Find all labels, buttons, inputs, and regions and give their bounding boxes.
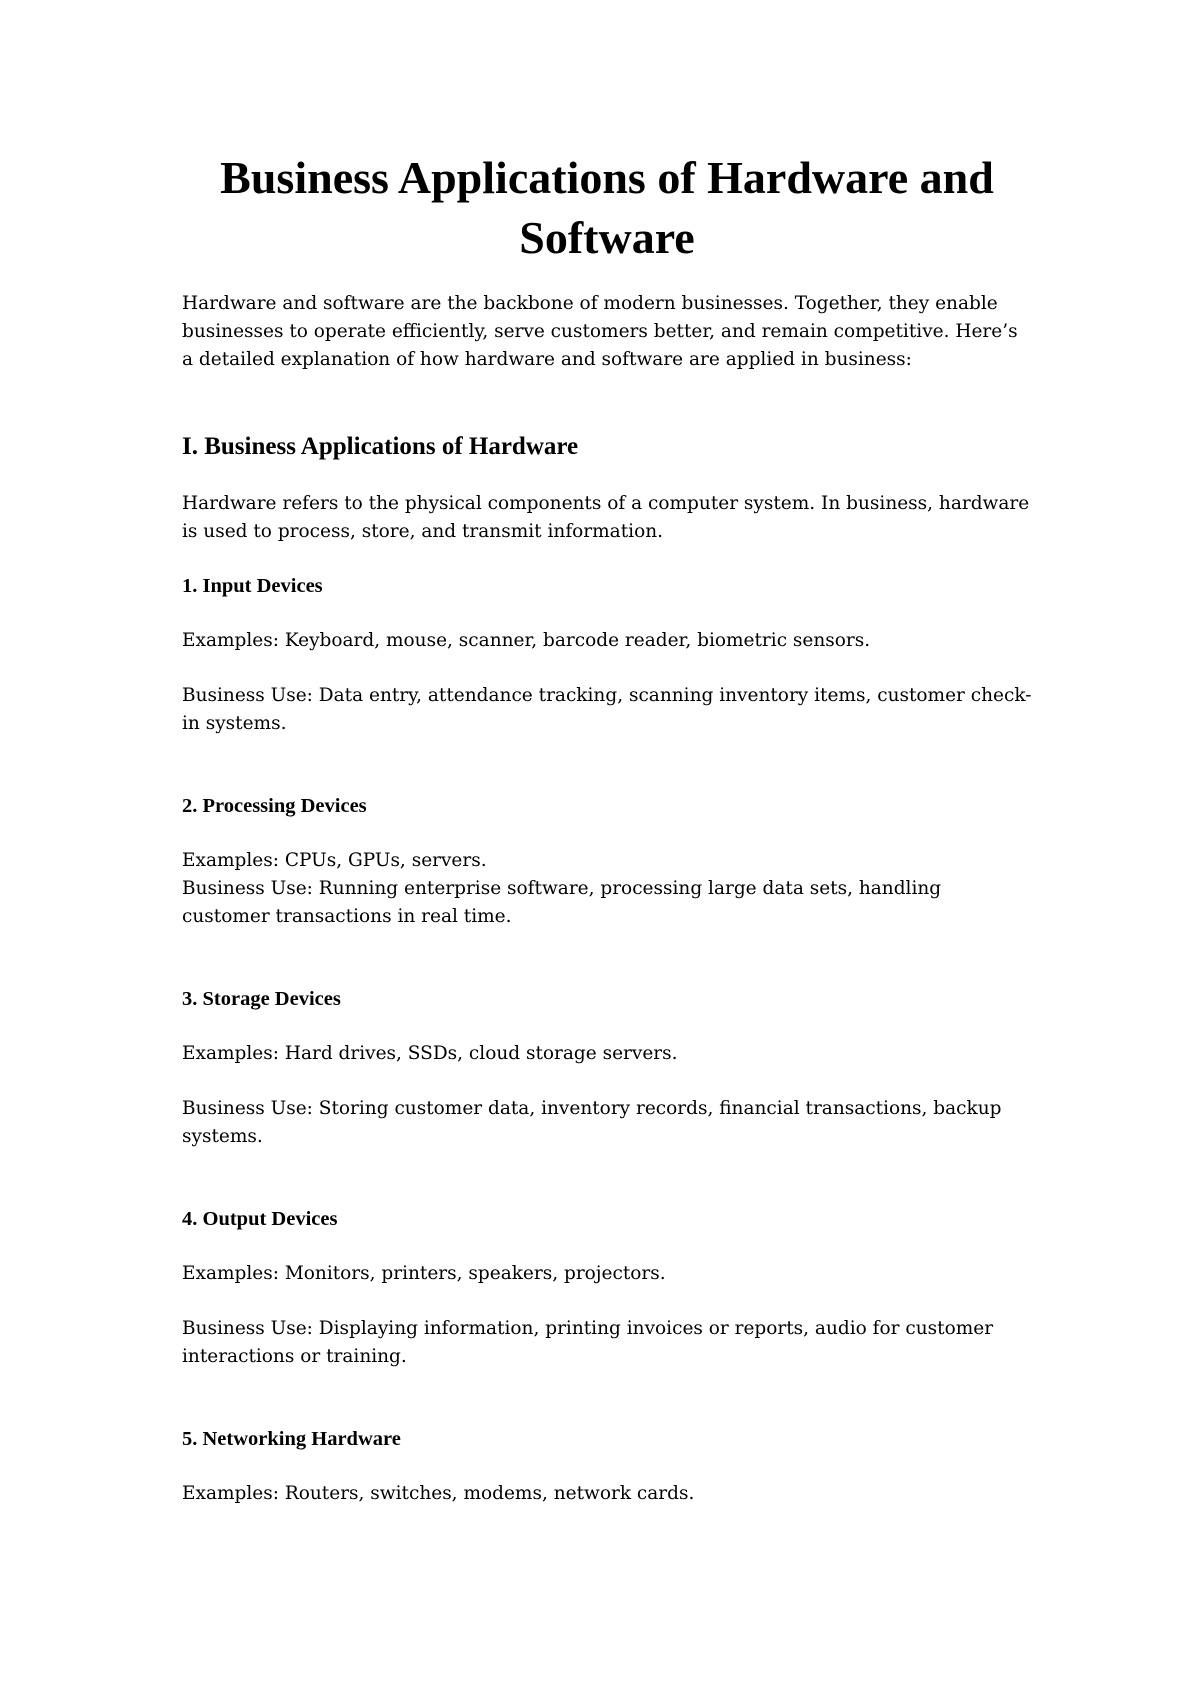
intro-paragraph: Hardware and software are the backbone of modern businesses. Together, they enable businesses to operate efficiently, serve customers better, and remain competitive. Here’s a detailed explanation of how hardware and software are applied in business:	[182, 293, 1018, 370]
business-use-storage-devices: Business Use: Storing customer data, inventory records, financial transactions, backup systems.	[182, 1098, 1002, 1147]
section-intro-hardware: Hardware refers to the physical components of a computer system. In business, hardware is used to process, store, and transmit information.	[182, 493, 1030, 542]
examples-input-devices: Examples: Keyboard, mouse, scanner, barcode reader, biometric sensors.	[182, 630, 871, 651]
examples-processing-devices: Examples: CPUs, GPUs, servers.	[182, 850, 487, 871]
subheading-output-devices: 4. Output Devices	[182, 1208, 338, 1230]
examples-output-devices: Examples: Monitors, printers, speakers, projectors.	[182, 1263, 666, 1284]
document-title: Business Applications of Hardware and Software	[220, 152, 994, 263]
examples-storage-devices: Examples: Hard drives, SSDs, cloud storage servers.	[182, 1043, 678, 1064]
subheading-input-devices: 1. Input Devices	[182, 575, 323, 597]
business-use-processing-devices: Business Use: Running enterprise software, processing large data sets, handling customer transactions in real time.	[182, 878, 942, 927]
subheading-processing-devices: 2. Processing Devices	[182, 795, 367, 817]
business-use-output-devices: Business Use: Displaying information, printing invoices or reports, audio for customer interactions or training.	[182, 1318, 994, 1367]
examples-networking-hardware: Examples: Routers, switches, modems, network cards.	[182, 1483, 695, 1504]
business-use-input-devices: Business Use: Data entry, attendance tracking, scanning inventory items, customer check-in systems.	[182, 685, 1032, 734]
subheading-storage-devices: 3. Storage Devices	[182, 988, 341, 1010]
section-heading-hardware: I. Business Applications of Hardware	[182, 433, 579, 460]
subheading-networking-hardware: 5. Networking Hardware	[182, 1428, 401, 1450]
document-content	[182, 148, 1032, 1508]
